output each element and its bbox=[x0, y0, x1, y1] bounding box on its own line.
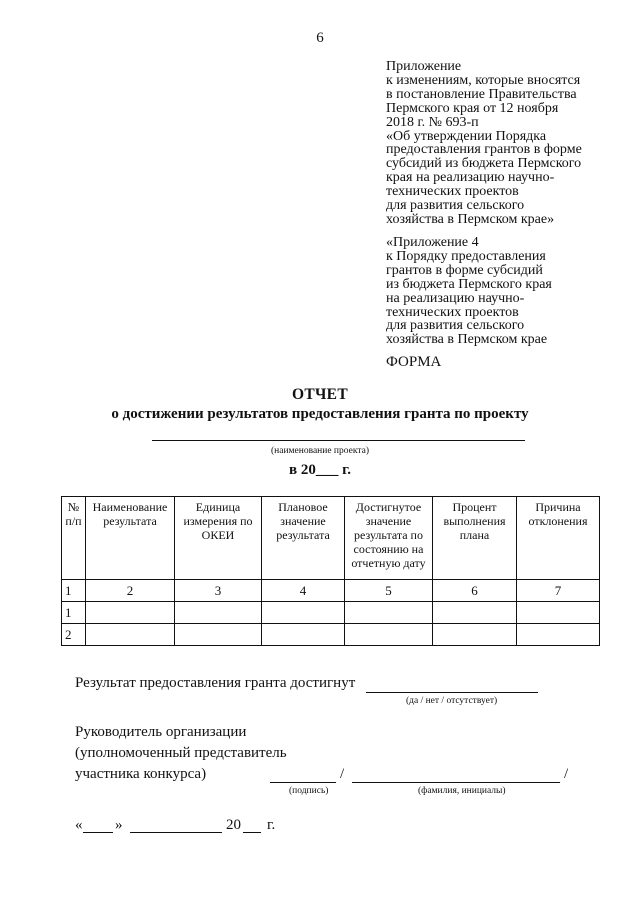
results-table bbox=[61, 496, 600, 646]
report-subtitle: о достижении результатов предоставления гранта по проекту bbox=[111, 406, 529, 422]
appendix-line: технических проектов bbox=[386, 184, 519, 200]
table-row bbox=[62, 602, 600, 624]
table-cell[interactable] bbox=[517, 602, 600, 624]
table-cell: 2 bbox=[86, 580, 175, 602]
appendix4-line: из бюджета Пермского края bbox=[386, 276, 552, 292]
table-cell[interactable] bbox=[433, 624, 517, 646]
signature-line[interactable] bbox=[270, 782, 336, 783]
header-unit: Единица измерения по ОКЕИ bbox=[175, 497, 262, 580]
table-cell[interactable] bbox=[345, 602, 433, 624]
date-day-line[interactable] bbox=[83, 832, 113, 833]
date-year-prefix: 20 bbox=[226, 817, 241, 833]
head-line: (уполномоченный представитель bbox=[75, 745, 287, 761]
appendix-line: «Об утверждении Порядка bbox=[386, 128, 547, 144]
header-planned-value: Плановое значение результата bbox=[262, 497, 345, 580]
table-header-row bbox=[62, 497, 600, 580]
appendix4-line: на реализацию научно- bbox=[386, 290, 525, 306]
table-cell: 1 bbox=[62, 602, 86, 624]
appendix-line: к изменениям, которые вносятся bbox=[386, 72, 581, 88]
appendix4-line: хозяйства в Пермском крае bbox=[386, 332, 548, 348]
head-of-organization bbox=[75, 722, 287, 785]
appendix4-line: технических проектов bbox=[386, 304, 519, 320]
appendix-header bbox=[386, 60, 626, 227]
appendix-line: 2018 г. № 693-п bbox=[386, 114, 479, 130]
appendix4-line: грантов в форме субсидий bbox=[386, 262, 543, 278]
date-month-line[interactable] bbox=[130, 832, 222, 833]
page-number: 6 bbox=[316, 30, 324, 46]
appendix-line: края на реализацию научно- bbox=[386, 170, 555, 186]
head-line: Руководитель организации bbox=[75, 724, 247, 740]
table-cell: 1 bbox=[62, 580, 86, 602]
header-result-name: Наименование результата bbox=[86, 497, 175, 580]
table-cell[interactable] bbox=[262, 602, 345, 624]
date-year-line[interactable] bbox=[243, 832, 261, 833]
head-line: участника конкурса) bbox=[75, 766, 207, 782]
form-label: ФОРМА bbox=[386, 354, 442, 370]
appendix4-header bbox=[386, 236, 626, 347]
appendix-line: в постановление Правительства bbox=[386, 86, 577, 102]
header-number: № п/п bbox=[62, 497, 86, 580]
table-cell[interactable] bbox=[345, 624, 433, 646]
table-cell[interactable] bbox=[433, 602, 517, 624]
table-cell[interactable] bbox=[175, 624, 262, 646]
result-achieved-label: Результат предоставления гранта достигнут bbox=[75, 675, 356, 691]
table-cell[interactable] bbox=[86, 602, 175, 624]
project-name-line[interactable] bbox=[152, 440, 525, 441]
full-name-line[interactable] bbox=[352, 782, 560, 783]
appendix-line: субсидий из бюджета Пермского bbox=[386, 156, 582, 172]
table-row bbox=[62, 624, 600, 646]
date-year-suffix: г. bbox=[267, 817, 276, 833]
project-name-caption: (наименование проекта) bbox=[270, 446, 369, 456]
table-cell: 2 bbox=[62, 624, 86, 646]
signature-caption: (подпись) bbox=[289, 786, 329, 796]
table-cell[interactable] bbox=[86, 624, 175, 646]
appendix-line: предоставления грантов в форме bbox=[386, 142, 582, 158]
report-year: в 20___ г. bbox=[289, 462, 351, 478]
appendix4-line: к Порядку предоставления bbox=[386, 248, 546, 264]
table-cell: 5 bbox=[345, 580, 433, 602]
table-cell[interactable] bbox=[175, 602, 262, 624]
header-completion-percent: Процент выполнения плана bbox=[433, 497, 517, 580]
result-achieved-line[interactable] bbox=[366, 692, 538, 693]
table-cell: 3 bbox=[175, 580, 262, 602]
full-name-slash: / bbox=[564, 766, 569, 782]
header-achieved-value: Достигнутое значение результата по состоянию на отчетную дату bbox=[345, 497, 433, 580]
date-close-quote: » bbox=[115, 817, 123, 833]
appendix4-line: для развития сельского bbox=[386, 318, 525, 334]
signature-slash: / bbox=[340, 766, 345, 782]
date-open-quote: « bbox=[75, 817, 83, 833]
table-cell: 4 bbox=[262, 580, 345, 602]
appendix-line: Приложение bbox=[386, 59, 462, 74]
appendix4-line: «Приложение 4 bbox=[386, 235, 479, 250]
table-cell[interactable] bbox=[517, 624, 600, 646]
appendix-line: Пермского края от 12 ноября bbox=[386, 100, 559, 116]
table-row-column-numbers bbox=[62, 580, 600, 602]
header-deviation-reason: Причина отклонения bbox=[517, 497, 600, 580]
table-cell[interactable] bbox=[262, 624, 345, 646]
report-title: ОТЧЕТ bbox=[292, 386, 348, 403]
result-achieved-caption: (да / нет / отсутствует) bbox=[406, 696, 498, 706]
appendix-line: хозяйства в Пермском крае» bbox=[386, 211, 555, 227]
table-cell: 7 bbox=[517, 580, 600, 602]
appendix-line: для развития сельского bbox=[386, 198, 525, 214]
table-cell: 6 bbox=[433, 580, 517, 602]
full-name-caption: (фамилия, инициалы) bbox=[418, 786, 506, 796]
